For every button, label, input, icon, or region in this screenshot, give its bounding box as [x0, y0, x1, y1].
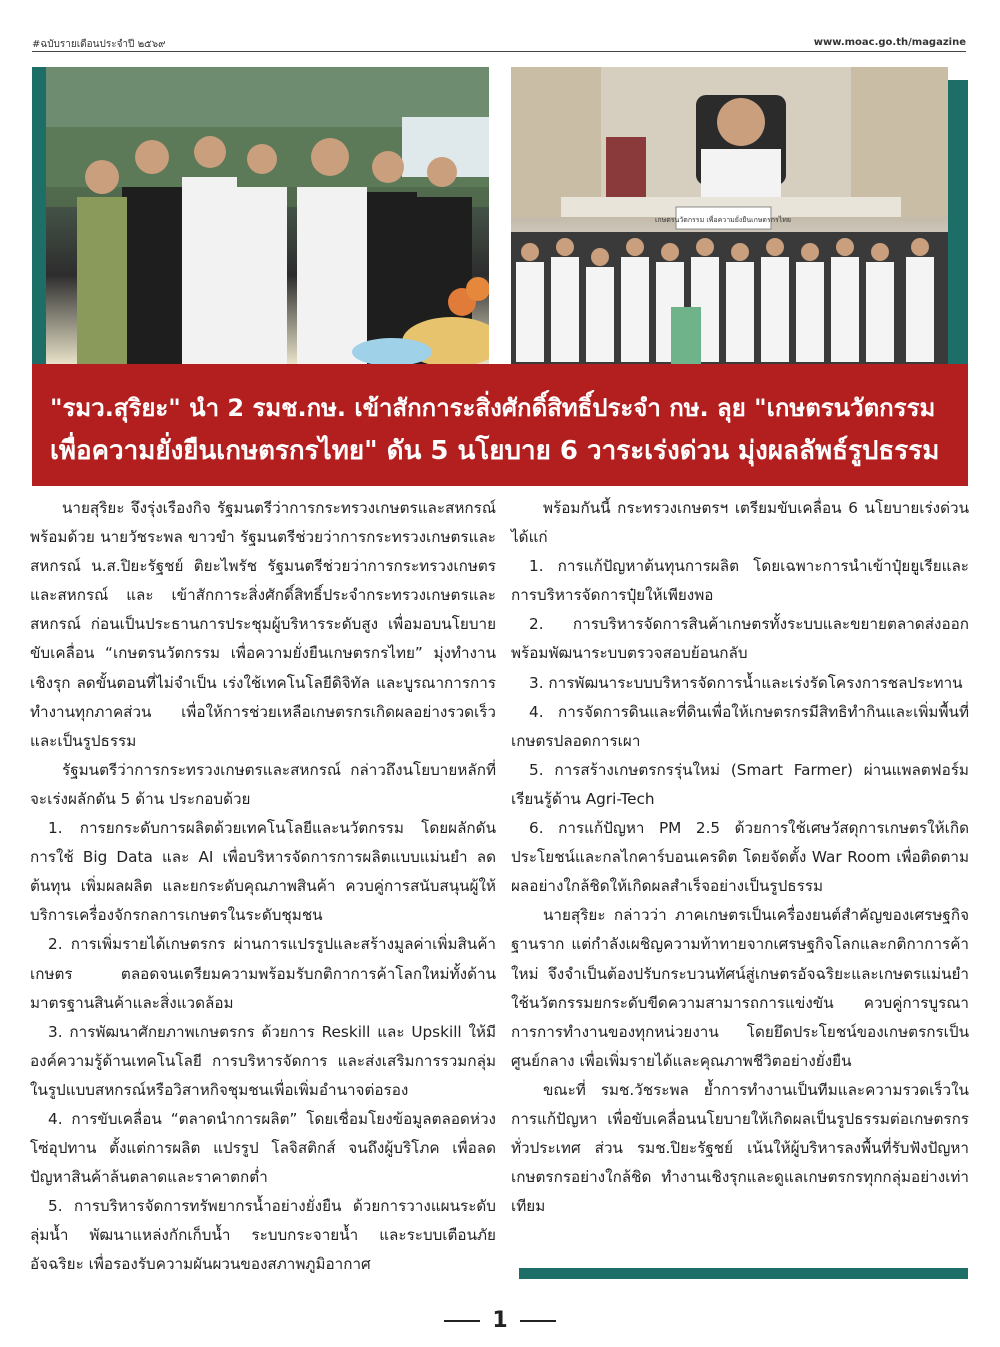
- urgent-agenda-item: 6. การแก้ปัญหา PM 2.5 ด้วยการใช้เศษวัสดุการเกษตรให้เกิดประโยชน์และกลไกคาร์บอนเครดิต โดยจัดตั้ง War Room เพื่อติดตามผลอย่างใกล้ชิดให้เกิดผลสำเร็จอย่างเป็นรูปธรรม: [511, 819, 969, 896]
- urgent-agenda-item: 4. การจัดการดินและที่ดินเพื่อให้เกษตรกรมีสิทธิทำกินและเพิ่มพื้นที่เกษตรปลอดการเผา: [511, 702, 969, 750]
- policy-item: 4. การขับเคลื่อน “ตลาดนำการผลิต” โดยเชื่อมโยงข้อมูลตลอดห่วงโซ่อุปทาน ตั้งแต่การผลิต แปรรูป โลจิสติกส์ จนถึงผู้บริโภค เพื่อลดปัญหาสินค้าล้นตลาดและราคาตกต่ำ: [30, 1109, 496, 1187]
- headline-line-2: เพื่อความยั่งยืนเกษตรกรไทย" ดัน 5 นโยบาย 6 วาระเร่งด่วน มุ่งผลลัพธ์รูปธรรม: [50, 436, 940, 466]
- urgent-agenda-item: 2. การบริหารจัดการสินค้าเกษตรทั้งระบบและขยายตลาดส่งออกพร้อมพัฒนาระบบตรวจสอบย้อนกลับ: [511, 615, 969, 663]
- headline-banner: [32, 364, 968, 486]
- meeting-illustration: [511, 67, 948, 364]
- ceremony-illustration: [32, 67, 489, 364]
- footer-accent-bar: [519, 1268, 968, 1279]
- urgent-agenda-item: 1. การแก้ปัญหาต้นทุนการผลิต โดยเฉพาะการนำเข้าปุ๋ยยูเรียและการบริหารจัดการปุ๋ยให้เพียงพอ: [511, 557, 969, 605]
- right-accent-bar: [948, 80, 968, 364]
- headline-line-1: "รมว.สุริยะ" นำ 2 รมช.กษ. เข้าสักการะสิ่งศักดิ์สิทธิ์ประจำ กษ. ลุย "เกษตรนวัตกรรม: [50, 394, 936, 422]
- meeting-photo: [511, 67, 948, 364]
- meeting-sign-text: เกษตรนวัตกรรม เพื่อความยั่งยืนเกษตรกรไทย: [655, 216, 791, 224]
- body-paragraph: นายสุริยะ จึงรุ่งเรืองกิจ รัฐมนตรีว่าการกระทรวงเกษตรและสหกรณ์ พร้อมด้วย นายวัชระพล ขาวขำ รัฐมนตรีช่วยว่าการกระทรวงเกษตรและสหกรณ์ น.ส.ปิยะรัฐชย์ ติยะไพรัช รัฐมนตรีช่วยว่าการกระทรวงเกษตรและสหกรณ์ และ เข้าสักการะสิ่งศักดิ์สิทธิ์ประจำกระทรวงเกษตรและสหกรณ์ ก่อนเป็นประธานการประชุมผู้บริหารระดับสูง เพื่อมอบนโยบายขับเคลื่อน “เกษตรนวัตกรรม เพื่อความยั่งยืนเกษตรกรไทย” มุ่งทำงานเชิงรุก ลดขั้นตอนที่ไม่จำเป็น เร่งใช้เทคโนโลยีดิจิทัล และบูรณาการการทำงานทุกภาคส่วน เพื่อให้การช่วยเหลือเกษตรกรเกิดผลอย่างรวดเร็วและเป็นรูปธรรม: [30, 499, 496, 750]
- issue-label: #ฉบับรายเดือนประจำปี ๒๕๖๙: [32, 39, 166, 50]
- page-number-block: [0, 1308, 1000, 1333]
- website-link[interactable]: www.moac.go.th/magazine: [813, 37, 966, 48]
- left-column: [30, 494, 496, 1280]
- body-paragraph: ขณะที่ รมช.วัชระพล ย้ำการทำงานเป็นทีมและความรวดเร็วในการแก้ปัญหา เพื่อขับเคลื่อนนโยบายให้เกิดผลเป็นรูปธรรมต่อเกษตรกรทั่วประเทศ ส่วน รมช.ปิยะรัฐชย์ เน้นให้ผู้บริหารลงพื้นที่รับฟังปัญหาเกษตรกรอย่างใกล้ชิด ทำงานเชิงรุกและดูแลเกษตรกรทุกกลุ่มอย่างเท่าเทียม: [511, 1080, 969, 1216]
- policy-item: 1. การยกระดับการผลิตด้วยเทคโนโลยีและนวัตกรรม โดยผลักดันการใช้ Big Data และ AI เพื่อบริหารจัดการการผลิตแบบแม่นยำ ลดต้นทุน เพิ่มผลผลิต และยกระดับคุณภาพสินค้า ควบคู่การสนับสนุนผู้ให้บริการเครื่องจักรกลการเกษตรในระดับชุมชน: [30, 819, 496, 925]
- body-paragraph: พร้อมกันนี้ กระทรวงเกษตรฯ เตรียมขับเคลื่อน 6 นโยบายเร่งด่วน ได้แก่: [511, 499, 969, 547]
- urgent-agenda-item: 5. การสร้างเกษตรกรรุ่นใหม่ (Smart Farmer) ผ่านแพลตฟอร์มเรียนรู้ด้าน Agri-Tech: [511, 760, 969, 808]
- policy-item: 3. การพัฒนาศักยภาพเกษตรกร ด้วยการ Reskill และ Upskill ให้มีองค์ความรู้ด้านเทคโนโลยี การบริหารจัดการ และส่งเสริมการรวมกลุ่มในรูปแบบสหกรณ์หรือวิสาหกิจชุมชนเพื่อเพิ่มอำนาจต่อรอง: [30, 1022, 496, 1099]
- header-rule: [32, 51, 966, 52]
- body-paragraph: รัฐมนตรีว่าการกระทรวงเกษตรและสหกรณ์ กล่าวถึงนโยบายหลักที่จะเร่งผลักดัน 5 ด้าน ประกอบด้วย: [30, 760, 496, 808]
- body-paragraph: นายสุริยะ กล่าวว่า ภาคเกษตรเป็นเครื่องยนต์สำคัญของเศรษฐกิจฐานราก แต่กำลังเผชิญความท้าทายจากเศรษฐกิจโลกและกติกาการค้าใหม่ จึงจำเป็นต้องปรับกระบวนทัศน์สู่เกษตรอัจฉริยะและเกษตรแม่นยำ ใช้นวัตกรรมยกระดับขีดความสามารถการแข่งขัน ควบคู่การบูรณาการการทำงานของทุกหน่วยงาน โดยยึดประโยชน์ของเกษตรกรเป็นศูนย์กลาง เพื่อเพิ่มรายได้และคุณภาพชีวิตอย่างยั่งยืน: [511, 906, 969, 1070]
- ceremony-photo: [32, 67, 489, 364]
- policy-item: 5. การบริหารจัดการทรัพยากรน้ำอย่างยั่งยืน ด้วยการวางแผนระดับลุ่มน้ำ พัฒนาแหล่งกักเก็บน้ำ ระบบกระจายน้ำ และระบบเตือนภัยอัจฉริยะ เพื่อรองรับความผันผวนของสภาพภูมิอากาศ: [30, 1197, 496, 1274]
- left-accent-bar: [32, 67, 46, 364]
- page-number-rule-right: [520, 1320, 556, 1322]
- policy-item: 2. การเพิ่มรายได้เกษตรกร ผ่านการแปรรูปและสร้างมูลค่าเพิ่มสินค้าเกษตร ตลอดจนเตรียมความพร้อมรับกติกาการค้าโลกใหม่ทั้งด้านมาตรฐานสินค้าและสิ่งแวดล้อม: [30, 935, 496, 1012]
- page-number: 1: [492, 1308, 508, 1333]
- urgent-agenda-item: 3. การพัฒนาระบบบริหารจัดการน้ำและเร่งรัดโครงการชลประทาน: [529, 673, 963, 692]
- page-number-rule-left: [444, 1320, 480, 1322]
- right-column: [511, 494, 969, 1221]
